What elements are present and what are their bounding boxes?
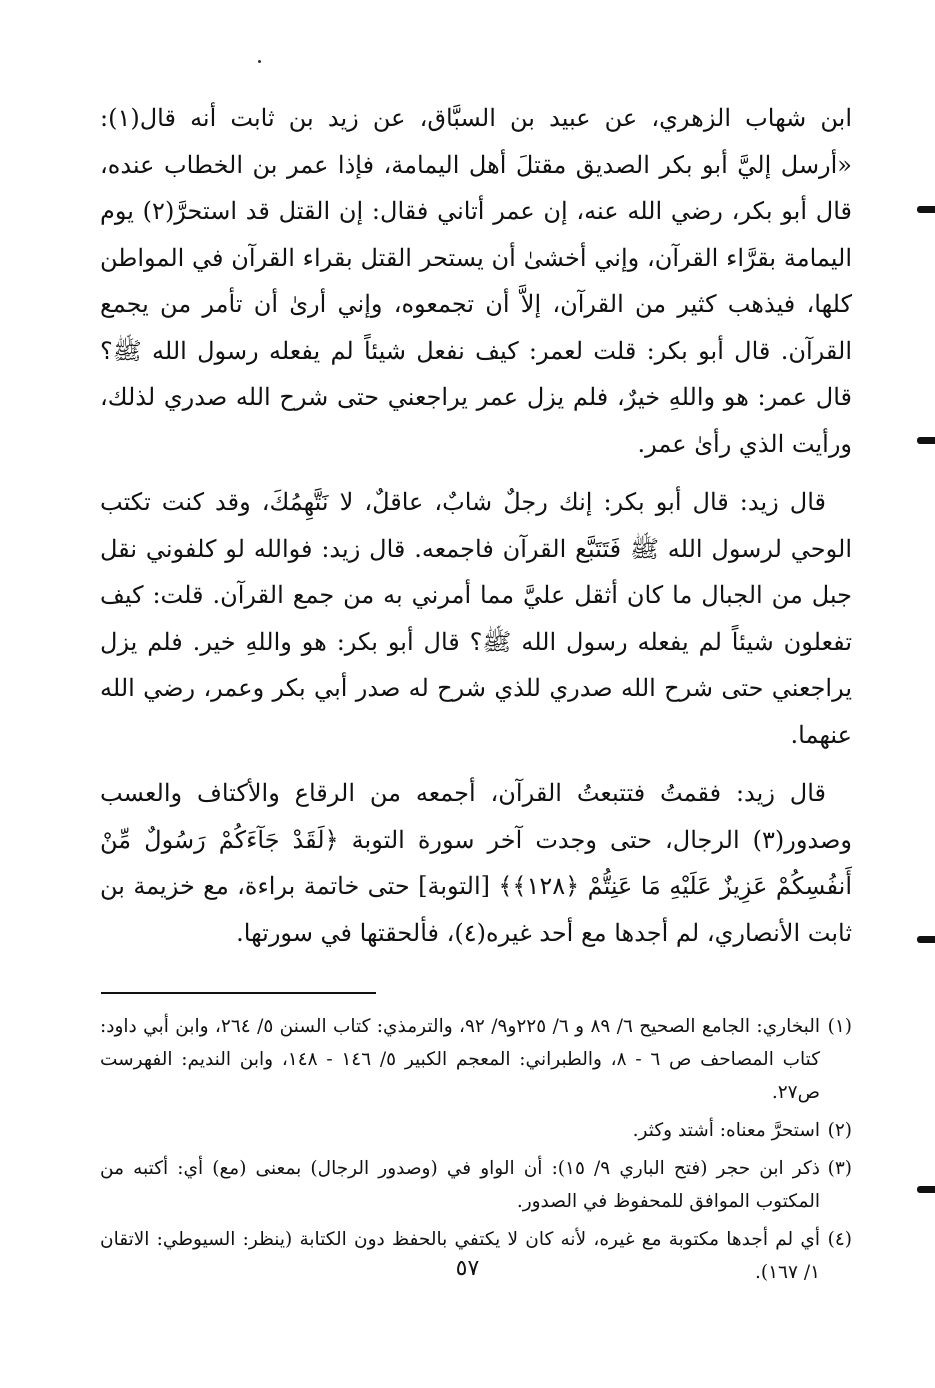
footnote-text: أي لم أجدها مكتوبة مع غيره، لأنه كان لا يكتفي بالحفظ دون الكتابة (ينظر: السيوطي: الاتقان ١/ ١٦٧).	[100, 1229, 820, 1283]
footnote-number: (٢)	[827, 1120, 852, 1141]
footnote-3	[100, 1152, 852, 1218]
page-number: ٥٧	[455, 1256, 480, 1281]
footnote-number: (١)	[827, 1016, 852, 1037]
paragraph-2: قال زيد: قال أبو بكر: إنك رجلٌ شابٌ، عاقلٌ، لا نَتَّهِمُكَ، وقد كنت تكتب الوحي لرسول الله ﷺ فَتَتَبَّع القرآن فاجمعه. قال زيد: فوالله لو كلفوني نقل جبل من الجبال ما كان أثقل عليَّ مما أمرني به من جمع القرآن. قلت: كيف تفعلون شيئاً لم يفعله رسول الله ﷺ؟ قال أبو بكر: هو واللهِ خير. فلم يزل يراجعني حتى شرح الله صدري للذي شرح له صدر أبي بكر وعمر، رضي الله عنهما.	[100, 488, 852, 749]
footnote-text: البخاري: الجامع الصحيح ٦/ ٨٩ و ٦/ ٢٢٥و٩/ ٩٢، والترمذي: كتاب السنن ٥/ ٢٦٤، وابن أبي داود: كتاب المصاحف ص ٦ - ٨، والطبراني: المعجم الكبير ٥/ ١٤٦ - ١٤٨، وابن النديم: الفهرست ص٢٧.	[100, 1016, 821, 1103]
paragraph-3: قال زيد: فقمتُ فتتبعتُ القرآن، أجمعه من الرقاع والأكتاف والعسب وصدور(٣) الرجال، حتى وجدت آخر سورة التوبة ﴿لَقَدْ جَآءَكُمْ رَسُولٌ مِّنْ أَنفُسِكُمْ عَزِيزٌ عَلَيْهِ مَا عَنِتُّمْ ﴿١٢٨﴾﴾ [التوبة] حتى خاتمة براءة، مع خزيمة بن ثابت الأنصاري، لم أجدها مع أحد غيره(٤)، فألحقتها في سورتها.	[100, 779, 852, 947]
scan-mark	[917, 206, 935, 213]
scan-mark	[917, 936, 935, 943]
footnote-text: استحرَّ معناه: أشتد وكثر.	[632, 1120, 820, 1141]
scan-speck	[258, 60, 261, 63]
footnote-number: (٤)	[827, 1229, 852, 1250]
footnote-2	[100, 1114, 852, 1147]
paragraph-1: ابن شهاب الزهري، عن عبيد بن السبَّاق، عن زيد بن ثابت أنه قال(١): «أرسل إليَّ أبو بكر الصديق مقتلَ أهل اليمامة، فإذا عمر بن الخطاب عنده، قال أبو بكر، رضي الله عنه، إن عمر أتاني فقال: إن القتل قد استحرَّ(٢) يوم اليمامة بقرَّاء القرآن، وإني أخشىٰ أن يستحر القتل بقراء القرآن في المواطن كلها، فيذهب كثير من القرآن، إلاَّ أن تجمعوه، وإني أرىٰ أن تأمر من يجمع القرآن. قال أبو بكر: قلت لعمر: كيف نفعل شيئاً لم يفعله رسول الله ﷺ؟ قال عمر: هو واللهِ خيرٌ، فلم يزل عمر يراجعني حتى شرح الله صدري لذلك، ورأيت الذي رأىٰ عمر.	[100, 104, 852, 458]
footnote-text: ذكر ابن حجر (فتح الباري ٩/ ١٥): أن الواو في (وصدور الرجال) بمعنى (مع) أي: أكتبه من المكتوب الموافق للمحفوظ في الصدور.	[100, 1158, 820, 1212]
page-body	[100, 95, 852, 1294]
footnote-separator	[101, 992, 376, 994]
scan-mark	[917, 1186, 935, 1193]
scan-mark	[917, 437, 935, 444]
footnote-number: (٣)	[827, 1158, 852, 1179]
footnote-1	[100, 1010, 852, 1109]
